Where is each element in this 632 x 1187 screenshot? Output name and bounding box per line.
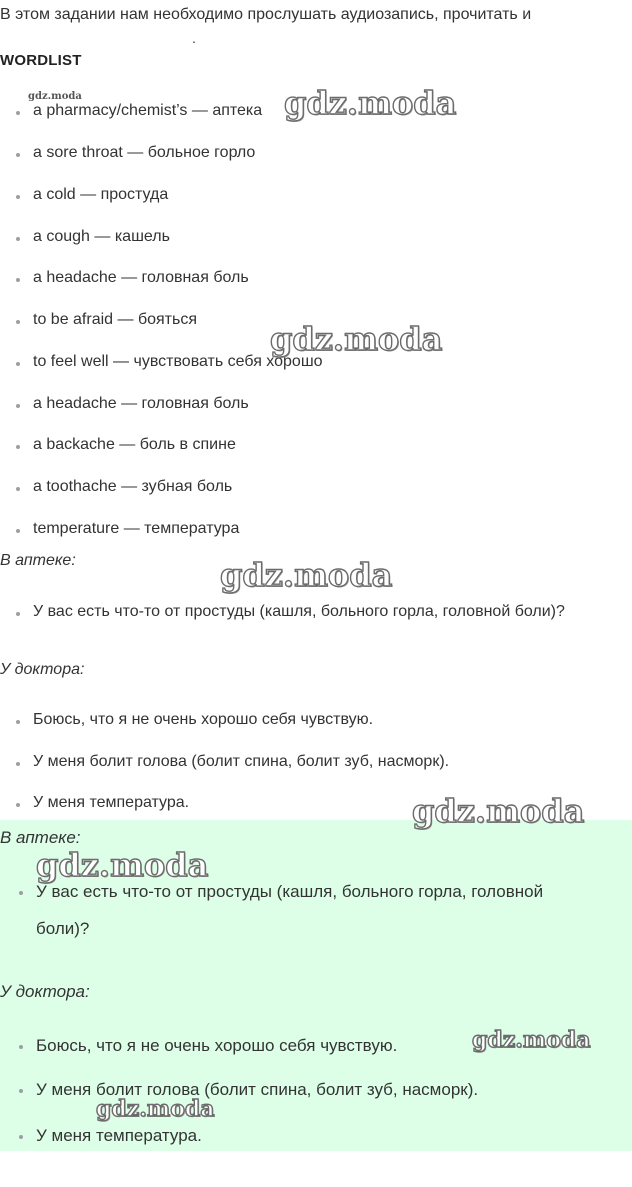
word-item: to feel well — чувствовать себя хорошо — [33, 353, 323, 370]
doctor-item: Боюсь, что я не очень хорошо себя чувствую. — [33, 711, 374, 728]
answer-pharmacy-line2: боли)? — [36, 919, 90, 938]
word-item: to be afraid — бояться — [33, 311, 197, 328]
watermark-logo: gdz.moda — [270, 320, 443, 358]
word-item: a pharmacy/chemist’s — аптека — [33, 102, 263, 119]
word-item: a headache — головная боль — [33, 269, 249, 286]
pharmacy-heading: В аптеке: — [0, 552, 76, 569]
watermark-logo: gdz.moda — [36, 846, 209, 884]
doctor-item: У меня температура. — [33, 794, 190, 811]
watermark-logo: gdz.moda — [284, 84, 457, 122]
doctor-item: У меня болит голова (болит спина, болит зуб, насморк). — [33, 753, 450, 770]
watermark-small: gdz.moda — [28, 91, 82, 102]
pharmacy-item: У вас есть что-то от простуды (кашля, больного горла, головной боли)? — [33, 603, 565, 620]
word-item: a backache — боль в спине — [33, 436, 236, 453]
watermark-logo: gdz.moda — [96, 1096, 215, 1122]
answer-pharmacy-heading: В аптеке: — [0, 828, 81, 847]
intro-text: В этом задании нам необходимо прослушать аудиозапись, прочитать и — [0, 6, 532, 23]
answer-doctor-heading: У доктора: — [0, 982, 90, 1001]
word-item: a cough — кашель — [33, 228, 170, 245]
word-item: temperature — температура — [33, 520, 240, 537]
answer-doctor-item: Боюсь, что я не очень хорошо себя чувствую. — [36, 1036, 398, 1055]
answer-block — [0, 820, 632, 1151]
watermark-logo: gdz.moda — [472, 1027, 591, 1053]
answer-pharmacy-line1: У вас есть что-то от простуды (кашля, больного горла, головной — [36, 882, 544, 901]
answer-pharmacy-item — [36, 882, 543, 939]
word-item: a sore throat — больное горло — [33, 144, 256, 161]
watermark-logo: gdz.moda — [412, 792, 585, 830]
word-item: a headache — головная боль — [33, 395, 249, 412]
watermark-logo: gdz.moda — [220, 556, 393, 594]
intro-dot: . — [192, 30, 196, 46]
word-item: a cold — простуда — [33, 186, 169, 203]
word-item: a toothache — зубная боль — [33, 478, 233, 495]
answer-doctor-item: У меня болит голова (болит спина, болит зуб, насморк). — [36, 1080, 479, 1099]
doctor-heading: У доктора: — [0, 661, 85, 678]
answer-doctor-item: У меня температура. — [36, 1126, 202, 1145]
wordlist-title: WORDLIST — [0, 52, 82, 69]
